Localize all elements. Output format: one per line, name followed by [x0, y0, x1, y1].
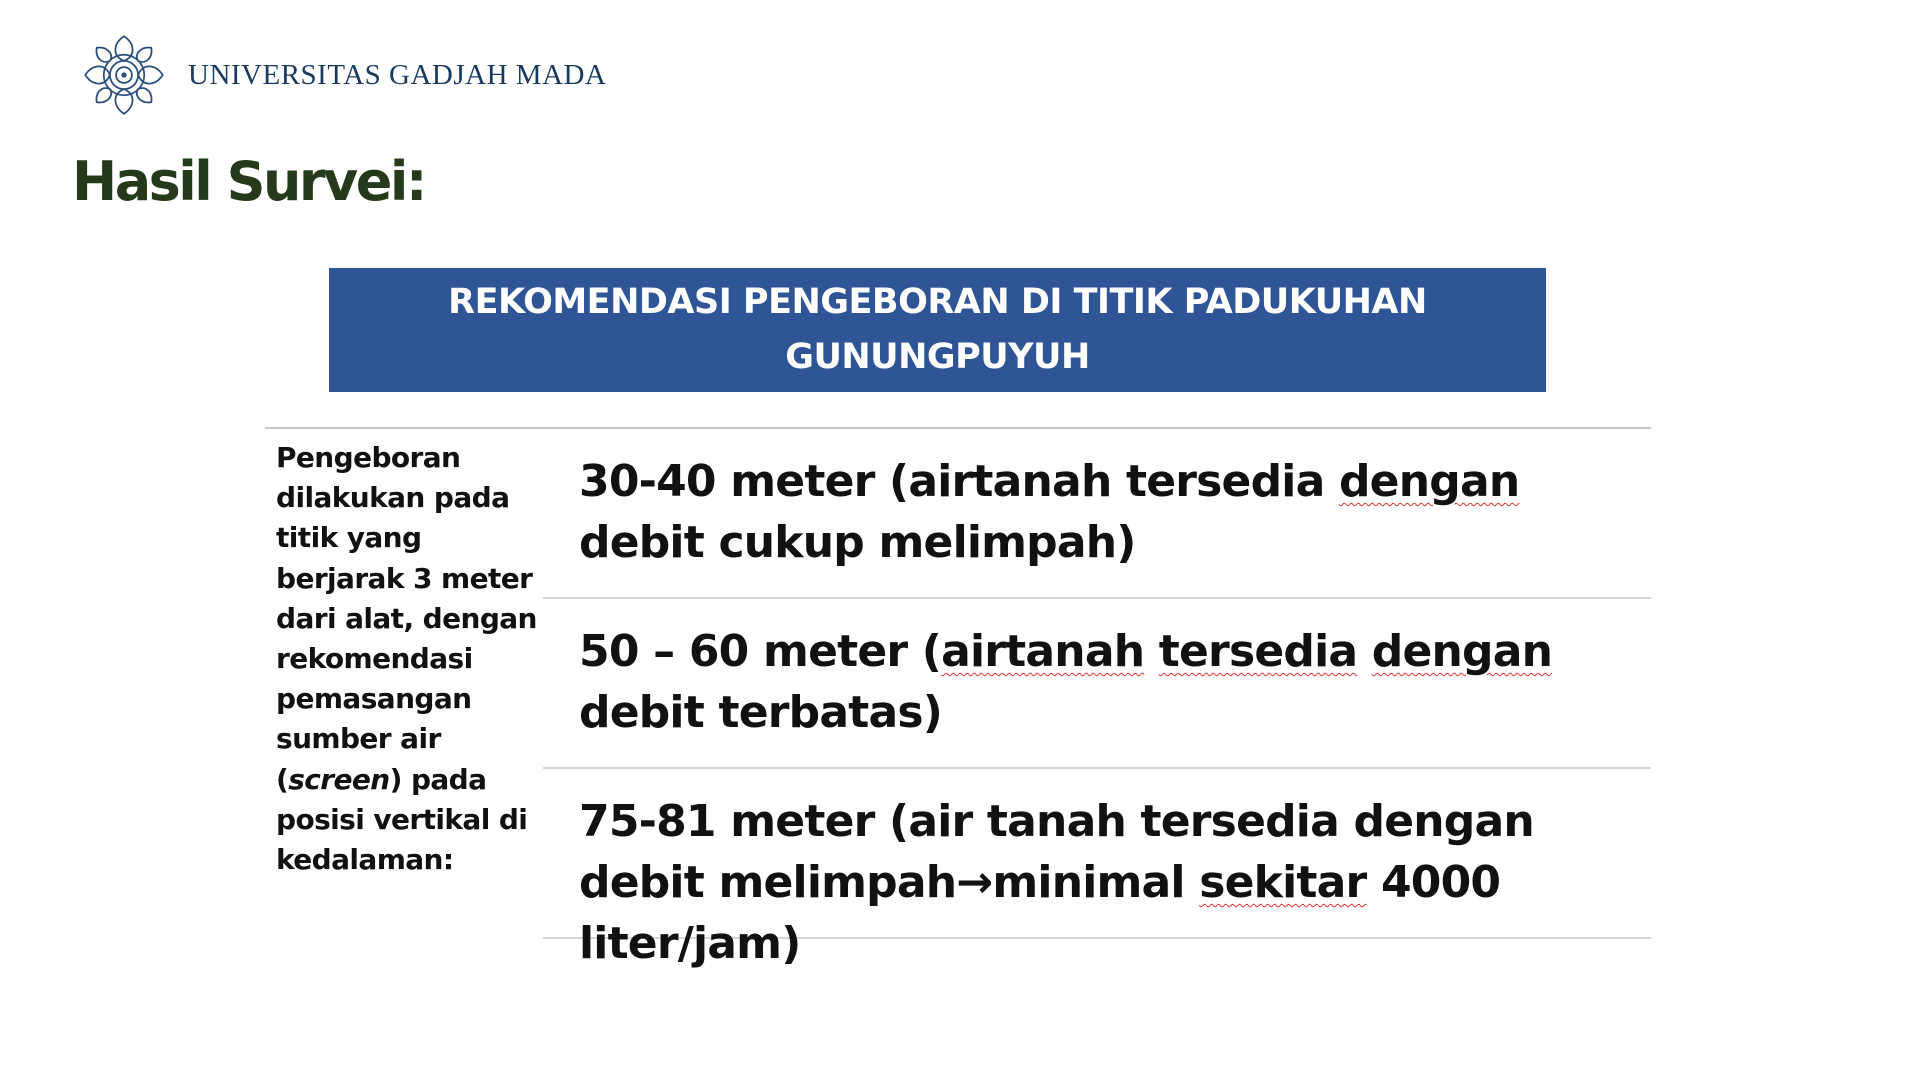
row-text: debit terbatas): [579, 687, 943, 738]
spellcheck-word: tersedia: [1158, 626, 1358, 677]
depth-row: [543, 429, 1651, 599]
university-name: UNIVERSITAS GADJAH MADA: [188, 58, 607, 91]
depth-row-text: [579, 621, 1649, 743]
row-text: minimal: [992, 857, 1200, 908]
spellcheck-word: dengan: [1371, 626, 1553, 677]
depth-row-text: [579, 791, 1649, 974]
spellcheck-word: dengan: [1338, 456, 1520, 507]
banner-line-1: REKOMENDASI PENGEBORAN DI TITIK PADUKUHAN: [448, 282, 1427, 322]
spellcheck-word: sekitar: [1199, 857, 1367, 908]
arrow-right-icon: →: [956, 857, 993, 908]
row-text: [1357, 626, 1372, 677]
page-title: Hasil Survei:: [72, 150, 425, 213]
header: [80, 30, 606, 120]
row-text: 50 – 60 meter (: [579, 626, 942, 677]
row-text: debit cukup melimpah): [579, 517, 1136, 568]
recommendation-banner: [329, 268, 1546, 392]
row-text: 30-40 meter (airtanah tersedia: [579, 456, 1339, 507]
description-text-end: ) pada posisi vertikal di kedalaman:: [276, 762, 528, 877]
depth-row: [543, 769, 1651, 969]
description-text-start: Pengeboran dilakukan pada titik yang berjarak 3 meter dari alat, dengan rekomendasi pemasangan sumber air (: [276, 441, 537, 796]
ugm-seal-icon: [80, 31, 168, 119]
row-text: 4000 liter/jam): [579, 857, 1501, 969]
drilling-description: [276, 438, 538, 880]
description-italic-term: screen: [288, 762, 390, 796]
depth-table: [543, 429, 1651, 969]
row-text: [1144, 626, 1159, 677]
depth-row: [543, 599, 1651, 769]
spellcheck-word: airtanah: [941, 626, 1145, 677]
banner-line-2: GUNUNGPUYUH: [785, 337, 1090, 377]
depth-row-text: [579, 451, 1649, 573]
row-text: 75-81 meter (air tanah tersedia dengan debit melimpah: [579, 796, 1534, 908]
